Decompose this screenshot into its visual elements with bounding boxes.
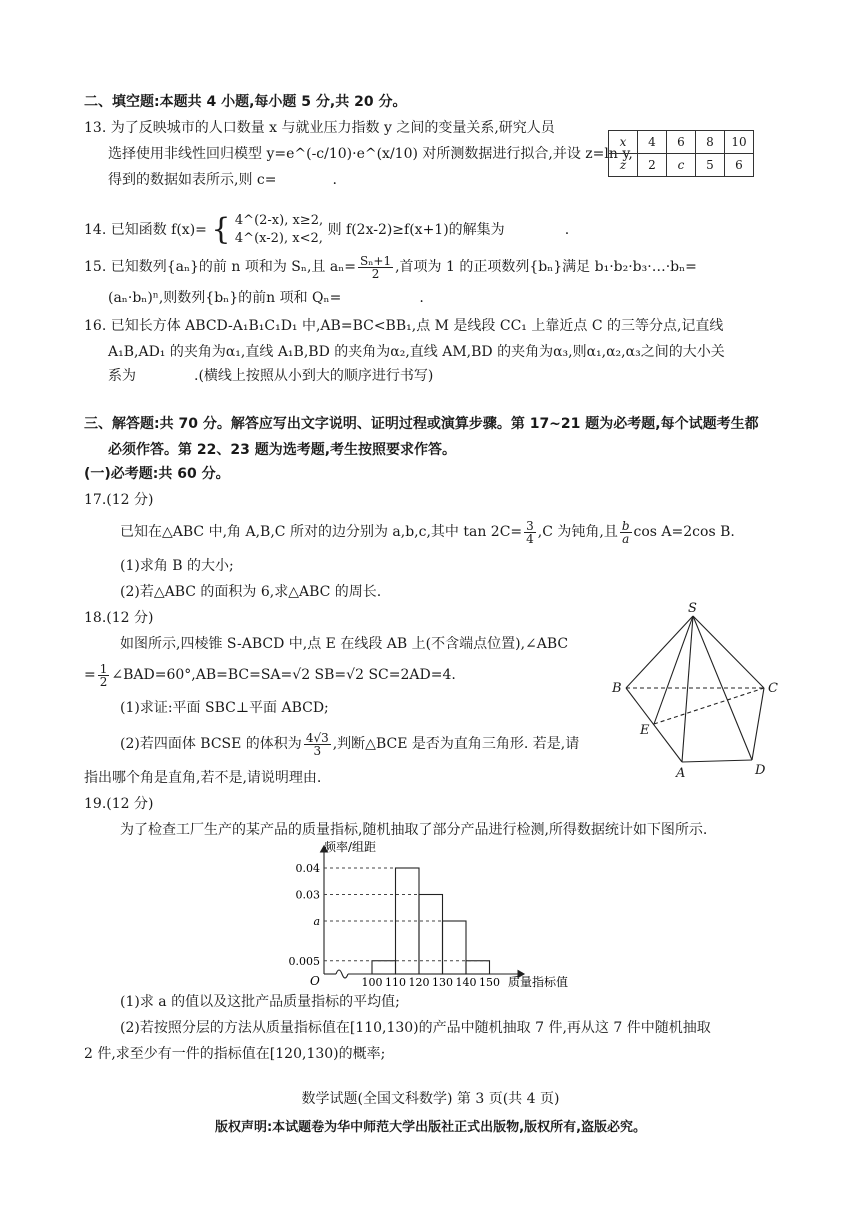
q16-line1: 16. 已知长方体 ABCD-A₁B₁C₁D₁ 中,AB=BC<BB₁,点 M 是线段 CC₁ 上靠近点 C 的三等分点,记直线 bbox=[84, 318, 724, 334]
q14-end: . bbox=[564, 222, 570, 238]
q18-vol-num: 4√3 bbox=[305, 730, 329, 745]
q18-line2-pre: = bbox=[84, 667, 96, 683]
q18-line2 bbox=[84, 660, 456, 690]
q19-text: 为了检查工厂生产的某产品的质量指标,随机抽取了部分产品进行检测,所得数据统计如下图所示. bbox=[120, 822, 708, 838]
q15-line1 bbox=[84, 252, 697, 282]
edge-sd bbox=[693, 616, 752, 760]
q18-p2-pre: (2)若四面体 BCSE 的体积为 bbox=[120, 736, 302, 752]
q19-number: 19.(12 分) bbox=[84, 796, 154, 812]
y-tick-label: 0.005 bbox=[288, 954, 320, 968]
q17-frac2-den: a bbox=[622, 531, 630, 546]
q17-text-pre: 已知在△ABC 中,角 A,B,C 所对的边分别为 a,b,c,其中 tan 2C= bbox=[120, 524, 523, 540]
q19-part2-line1: (2)若按照分层的方法从质量指标值在[110,130)的产品中随机抽取 7 件,再从这 7 件中随机抽取 bbox=[120, 1020, 711, 1036]
q16-line3 bbox=[108, 366, 433, 386]
q15-pre: 15. 已知数列{aₙ}的前 n 项和为 Sₙ,且 aₙ= bbox=[84, 259, 356, 275]
quality-histogram bbox=[280, 838, 610, 988]
section3-heading-line2: 必须作答。第 22、23 题为选考题,考生按照要求作答。 bbox=[108, 442, 457, 458]
edge-dc bbox=[752, 688, 764, 760]
q18-half-den: 2 bbox=[99, 674, 108, 689]
x-tick-label: 130 bbox=[432, 976, 453, 988]
q17-frac1-den: 4 bbox=[526, 531, 534, 546]
x-tick-label: 140 bbox=[455, 976, 477, 988]
q18-fraction-half bbox=[98, 663, 110, 688]
x-tick-label: 120 bbox=[408, 976, 430, 988]
q18-part2 bbox=[120, 728, 579, 760]
x-tick-label: 100 bbox=[361, 976, 383, 988]
q18-part1: (1)求证:平面 SBC⊥平面 ABCD; bbox=[120, 700, 329, 716]
q15-post: ,首项为 1 的正项数列{bₙ}满足 b₁·b₂·b₃·…·bₙ= bbox=[395, 259, 697, 275]
histogram-bar bbox=[443, 921, 467, 974]
q18-fraction-volume bbox=[304, 732, 331, 757]
q13-end: . bbox=[332, 172, 337, 188]
vertex-label-e: E bbox=[640, 723, 650, 738]
q19-part2-line2: 2 件,求至少有一件的指标值在[120,130)的概率; bbox=[84, 1046, 386, 1062]
q16-line3-pre: 系为 bbox=[108, 368, 136, 384]
q14-brace: { bbox=[211, 212, 231, 247]
q17-fraction-ba bbox=[620, 520, 632, 545]
table-cell: 10 bbox=[725, 131, 754, 154]
vertex-label-a: A bbox=[676, 766, 686, 781]
q15-frac-num: Sₙ+1 bbox=[359, 253, 392, 268]
q17-statement bbox=[120, 516, 735, 548]
vertex-label-d: D bbox=[755, 763, 766, 778]
edge-ba bbox=[626, 688, 682, 762]
q18-number: 18.(12 分) bbox=[84, 610, 154, 626]
edge-ec-hidden bbox=[654, 688, 764, 724]
section2-heading: 二、填空题:本题共 4 小题,每小题 5 分,共 20 分。 bbox=[84, 94, 407, 110]
y-axis-label: 频率/组距 bbox=[324, 840, 377, 854]
x-axis-label: 质量指标值 bbox=[508, 975, 569, 988]
q17-text-mid: ,C 为钝角,且 bbox=[537, 524, 618, 540]
pyramid-diagram bbox=[600, 602, 800, 782]
table-cell: 2 bbox=[638, 154, 667, 177]
table-row bbox=[609, 131, 754, 154]
q13-line3-text: 得到的数据如表所示,则 c= bbox=[108, 172, 277, 188]
q18-line1: 如图所示,四棱锥 S-ABCD 中,点 E 在线段 AB 上(不含端点位置),∠ABC bbox=[120, 636, 569, 652]
q19-part1: (1)求 a 的值以及这批产品质量指标的平均值; bbox=[120, 994, 400, 1010]
edge-sa bbox=[682, 616, 693, 762]
q17-part2: (2)若△ABC 的面积为 6,求△ABC 的周长. bbox=[120, 584, 382, 600]
vertex-label-s: S bbox=[688, 602, 697, 616]
copyright-notice: 版权声明:本试题卷为华中师范大学出版社正式出版物,版权所有,盗版必究。 bbox=[214, 1120, 647, 1135]
q15-frac-den: 2 bbox=[371, 266, 380, 281]
table-cell: c bbox=[667, 154, 696, 177]
q18-line2-post: ∠BAD=60°,AB=BC=SA=√2 SB=√2 SC=2AD=4. bbox=[111, 667, 456, 683]
edge-se bbox=[654, 616, 693, 724]
q17-part1: (1)求角 B 的大小; bbox=[120, 558, 234, 574]
edge-sb bbox=[626, 616, 693, 688]
q13-line3 bbox=[108, 170, 337, 190]
q14-case1: 4^(2-x), x≥2, bbox=[234, 213, 324, 228]
q15-end: . bbox=[419, 290, 424, 306]
x-axis-break bbox=[336, 970, 348, 978]
q14-cases bbox=[235, 212, 323, 248]
table-cell: 5 bbox=[696, 154, 725, 177]
page-footer: 数学试题(全国文科数学) 第 3 页(共 4 页) bbox=[301, 1091, 560, 1107]
q14-case2: 4^(x-2), x<2, bbox=[234, 231, 323, 246]
y-tick-label: 0.03 bbox=[295, 888, 320, 902]
q14-line bbox=[84, 208, 569, 252]
q16-line2: A₁B,AD₁ 的夹角为α₁,直线 A₁B,BD 的夹角为α₂,直线 AM,BD 的夹角为α₃,则α₁,α₂,α₃之间的大小关 bbox=[108, 344, 725, 360]
vertex-label-c: C bbox=[768, 681, 778, 696]
q17-frac1-num: 3 bbox=[526, 518, 534, 533]
table-cell: 6 bbox=[667, 131, 696, 154]
x-tick-label: 150 bbox=[479, 976, 500, 988]
edge-sc bbox=[693, 616, 764, 688]
y-tick-label: a bbox=[313, 915, 320, 928]
y-tick-label: 0.04 bbox=[295, 862, 320, 875]
q15-line2 bbox=[108, 288, 424, 308]
q13-data-table bbox=[608, 130, 754, 177]
vertex-label-b: B bbox=[612, 681, 622, 696]
q16-line3-post: .(横线上按照从小到大的顺序进行书写) bbox=[194, 368, 434, 384]
q18-half-num: 1 bbox=[99, 661, 108, 676]
q18-vol-den: 3 bbox=[313, 743, 322, 758]
table-row bbox=[609, 154, 754, 177]
origin-label: O bbox=[310, 974, 320, 988]
table-cell: x bbox=[609, 131, 638, 154]
edge-ad bbox=[682, 760, 752, 762]
section3-heading-line1: 三、解答题:共 70 分。解答应写出文字说明、证明过程或演算步骤。第 17~21 题为必考题,每个试题考生都 bbox=[84, 416, 759, 432]
histogram-bar bbox=[372, 961, 396, 974]
section3-subheading: (一)必考题:共 60 分。 bbox=[84, 466, 230, 482]
histogram-bar bbox=[466, 961, 490, 974]
table-cell: z bbox=[609, 154, 638, 177]
q13-line2: 选择使用非线性回归模型 y=e^(-c/10)·e^(x/10) 对所测数据进行拟合,并设 z=ln y, bbox=[108, 146, 633, 162]
q14-post: 则 f(2x-2)≥f(x+1)的解集为 bbox=[327, 222, 505, 238]
q14-pre: 14. 已知函数 f(x)= bbox=[84, 222, 207, 238]
q13-line1: 13. 为了反映城市的人口数量 x 与就业压力指数 y 之间的变量关系,研究人员 bbox=[84, 120, 555, 136]
histogram-bar bbox=[419, 895, 443, 975]
table-cell: 4 bbox=[638, 131, 667, 154]
table-cell: 8 bbox=[696, 131, 725, 154]
q17-text-post: cos A=2cos B. bbox=[633, 524, 735, 540]
q15-fraction bbox=[358, 255, 393, 280]
x-tick-label: 110 bbox=[385, 976, 406, 988]
q18-part2-line2: 指出哪个角是直角,若不是,请说明理由. bbox=[84, 770, 322, 786]
q17-number: 17.(12 分) bbox=[84, 492, 154, 508]
table-cell: 6 bbox=[725, 154, 754, 177]
q17-frac2-num: b bbox=[621, 518, 630, 533]
q18-p2-post: ,判断△BCE 是否为直角三角形. 若是,请 bbox=[332, 736, 580, 752]
q17-fraction-tan bbox=[524, 520, 536, 545]
q15-line2-text: (aₙ·bₙ)ⁿ,则数列{bₙ}的前n 项和 Qₙ= bbox=[108, 290, 342, 306]
